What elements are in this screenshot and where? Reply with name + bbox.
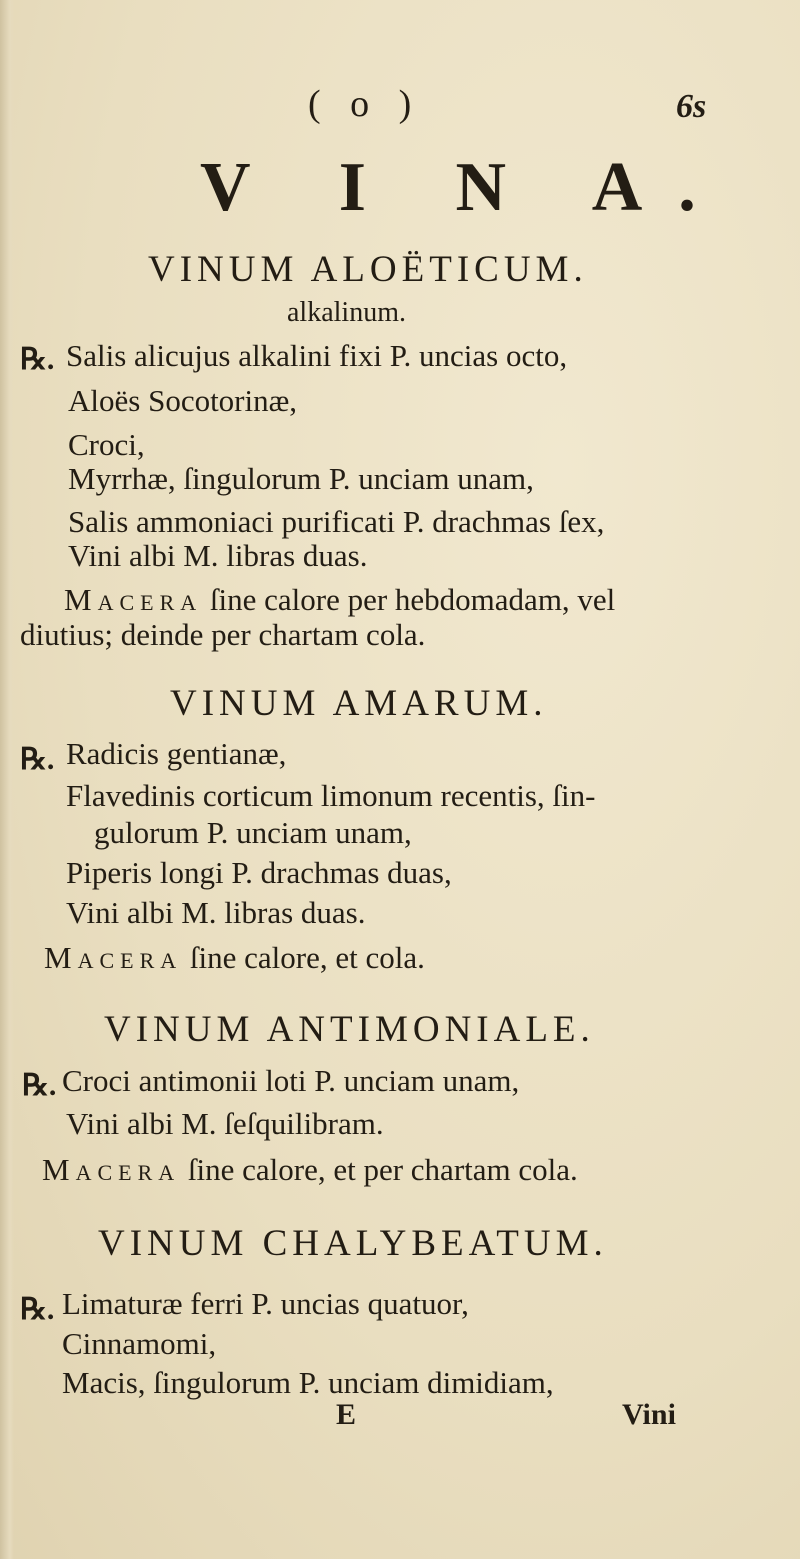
instruction-text: ſine calore, et cola. [189, 940, 425, 975]
instruction-continuation: diutius; deinde per chartam cola. [20, 617, 426, 652]
ingredient-line: Croci antimonii loti P. unciam unam, [62, 1063, 520, 1098]
gathering-signature: 6s [676, 88, 707, 125]
chapter-title: V I N A. [200, 149, 732, 226]
instruction-line [42, 1152, 578, 1188]
page-number: ( o ) [308, 83, 422, 125]
recipe-symbol: ℞. [20, 743, 55, 776]
ingredient-line: Vini albi M. ſeſquilibram. [66, 1106, 384, 1141]
ingredient-line: Vini albi M. libras duas. [68, 538, 368, 573]
ingredient-line: Vini albi M. libras duas. [66, 895, 366, 930]
ingredient-line: Croci, [68, 427, 145, 462]
instruction-text: ſine calore per hebdomadam, vel [209, 582, 616, 617]
instruction-line [64, 582, 615, 618]
section-heading-aloeticum: VINUM ALOËTICUM. [148, 249, 588, 290]
instruction-keyword: Macera [42, 1152, 181, 1187]
page-edge-shadow [0, 0, 14, 1559]
ingredient-line: Salis ammoniaci purificati P. drachmas ſex, [68, 504, 605, 539]
ingredient-line: Radicis gentianæ, [66, 736, 287, 771]
instruction-line [44, 940, 425, 976]
instruction-text: ſine calore, et per chartam cola. [187, 1152, 578, 1187]
ingredient-line: Piperis longi P. drachmas duas, [66, 855, 452, 890]
ingredient-line: Flavedinis corticum limonum recentis, ſin- [66, 778, 596, 813]
section-subheading-aloeticum: alkalinum. [287, 297, 406, 328]
section-heading-chalybeatum: VINUM CHALYBEATUM. [98, 1223, 608, 1264]
ingredient-line: Cinnamomi, [62, 1326, 217, 1361]
ingredient-line: Macis, ſingulorum P. unciam dimidiam, [62, 1365, 554, 1400]
catchword: Vini [622, 1398, 676, 1431]
recipe-symbol: ℞. [22, 1069, 57, 1102]
instruction-keyword: Macera [44, 940, 183, 975]
recipe-symbol: ℞. [20, 343, 55, 376]
ingredient-line: Salis alicujus alkalini fixi P. uncias octo, [66, 338, 568, 373]
ingredient-line: Myrrhæ, ſingulorum P. unciam unam, [68, 461, 534, 496]
ingredient-line: Limaturæ ferri P. uncias quatuor, [62, 1286, 469, 1321]
ingredient-line: Aloës Socotorinæ, [68, 383, 298, 418]
recipe-symbol: ℞. [20, 1293, 55, 1326]
instruction-keyword: Macera [64, 582, 203, 617]
section-heading-amarum: VINUM AMARUM. [170, 683, 548, 724]
ingredient-line: gulorum P. unciam unam, [94, 815, 412, 850]
section-heading-antimoniale: VINUM ANTIMONIALE. [104, 1009, 595, 1050]
signature-mark: E [336, 1398, 357, 1431]
